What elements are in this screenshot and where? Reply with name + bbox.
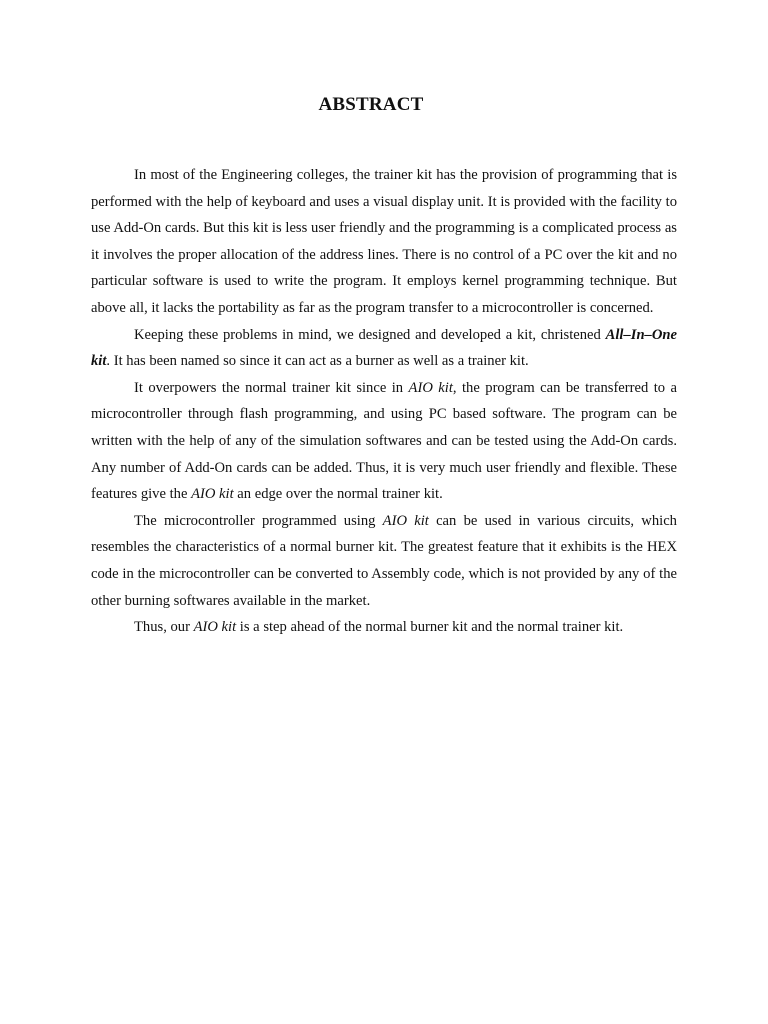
paragraph-3 <box>91 375 677 508</box>
paragraph-1 <box>91 162 677 322</box>
kit-name-italic: AIO kit <box>408 379 453 396</box>
kit-name-italic: AIO kit <box>193 619 237 636</box>
paragraph-5 <box>91 614 677 641</box>
paragraph-text: an edge over the normal trainer kit. <box>233 486 443 503</box>
paragraph-text: , the program can be transferred to a microcontroller through flash programming, and using PC based software. The program can be written with the help of any of the simulation softwares and can be tested using the Add-On cards. Any number of Add-On cards can be added. Thus, it is very much user friendly and flexible. These features give the <box>91 379 677 503</box>
paragraph-text: It overpowers the normal trainer kit since in <box>134 379 409 396</box>
paragraph-text: is a step ahead of the normal burner kit and the normal trainer kit. <box>236 619 624 636</box>
paragraph-text: Keeping these problems in mind, we designed and developed a kit, christened <box>134 326 606 343</box>
paragraph-text: can be used in various circuits, which resembles the characteristics of a normal burner kit. The greatest feature that it exhibits is the HEX code in the microcontroller can be converted to Assembly code, which is not provided by any of the other burning softwares available in the market. <box>91 512 677 609</box>
kit-name-italic: AIO kit <box>382 512 429 529</box>
paragraph-4 <box>91 508 677 614</box>
paragraph-2 <box>91 322 677 375</box>
paragraph-text: . It has been named so since it can act as a burner as well as a trainer kit. <box>106 353 529 370</box>
kit-name-italic: AIO kit <box>191 486 234 503</box>
paragraph-text: Thus, our <box>134 619 194 636</box>
paragraph-text: In most of the Engineering colleges, the trainer kit has the provision of programming that is performed with the help of keyboard and uses a visual display unit. It is provided with the facility to use Add-On cards. But this kit is less user friendly and the programming is a complicated process as it involves the proper allocation of the address lines. There is no control of a PC over the kit and no particular software is used to write the program. It employs kernel programming technique. But above all, it lacks the portability as far as the program transfer to a microcontroller is concerned. <box>91 167 677 316</box>
page-title: ABSTRACT <box>318 94 424 115</box>
abstract-body <box>91 162 677 641</box>
paragraph-text: The microcontroller programmed using <box>134 512 383 529</box>
kit-name-emphasis: All–In–One kit <box>91 326 677 370</box>
